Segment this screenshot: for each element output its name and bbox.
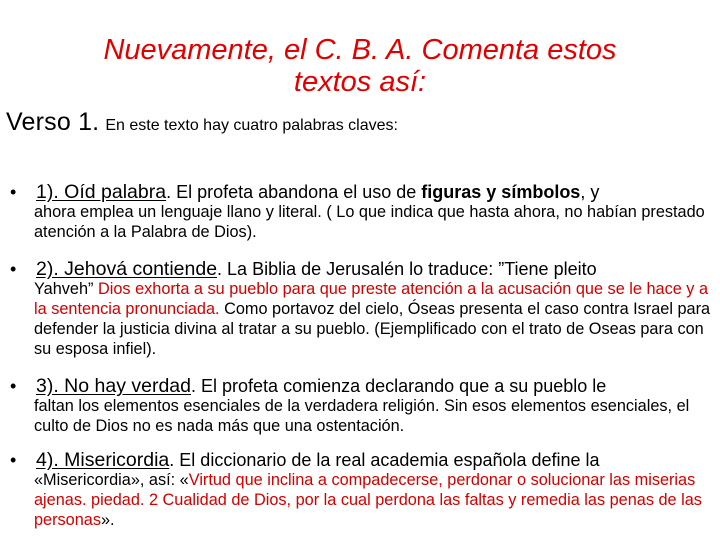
list-item-1: [10, 180, 715, 242]
item-body-end: Como portavoz del cielo, Óseas presenta el caso contra Israel para defender la justicia divina al tratar a su pueblo. (Ejemplificado con el trato de Oseas para con su esposa infiel).: [34, 300, 711, 358]
item-body-end: ».: [100, 511, 115, 529]
item-body: faltan los elementos esenciales de la verdadera religión. Sin esos elementos esenciales, el culto de Dios no es nada más que una ostentación.: [34, 397, 690, 435]
keyword-term: 3). No hay verdad: [36, 375, 192, 397]
highlighted-text: Dios exhorta a su pueblo para que preste atención a la acusación que se le hace y a la sentencia pronunciada.: [34, 280, 709, 318]
slide-title-line-1: Nuevamente, el C. B. A. Comenta estos: [103, 34, 617, 66]
item-body: [34, 279, 715, 359]
keyword-term: 1). Oíd palabra: [36, 181, 167, 203]
slide-title: [0, 34, 720, 98]
bullet-icon: •: [10, 259, 17, 279]
slide-title-line-2: textos así:: [293, 66, 427, 98]
item-text-start: . El profeta comienza declarando que a su pueblo le: [191, 376, 607, 396]
item-text-tail: , y: [580, 182, 600, 202]
bold-phrase: figuras y símbolos: [421, 182, 581, 202]
highlighted-text: Virtud que inclina a compadecerse, perdonar o solucionar las miserias ajenas. piedad. 2 Cualidad de Dios, por la cual perdona las faltas y remedia las penas de las personas: [34, 471, 702, 529]
intro-line: [6, 108, 706, 137]
item-body-start: Yahveh”: [34, 280, 94, 298]
item-text-start: . El profeta abandona el uso de: [166, 182, 422, 202]
item-text-start: . La Biblia de Jerusalén lo traduce: ”Tiene pleito: [217, 259, 597, 279]
keyword-term: 4). Misericordia: [36, 449, 170, 471]
bullet-icon: •: [10, 376, 17, 396]
list-item-4: [10, 448, 715, 530]
item-body-start: «Misericordia», así: «: [34, 471, 189, 489]
keyword-term: 2). Jehová contiende: [36, 258, 218, 280]
bullet-icon: •: [10, 450, 17, 470]
list-item-2: [10, 257, 715, 359]
item-text-start: . El diccionario de la real academia española define la: [169, 450, 600, 470]
list-item-3: [10, 374, 715, 436]
item-body: [34, 470, 715, 530]
bullet-icon: •: [10, 182, 17, 202]
verse-heading: Verso 1.: [6, 108, 100, 136]
item-body: ahora emplea un lenguaje llano y literal. ( Lo que indica que hasta ahora, no habían prestado atención a la Palabra de Dios).: [34, 203, 705, 241]
intro-text: En este texto hay cuatro palabras claves:: [105, 117, 398, 134]
